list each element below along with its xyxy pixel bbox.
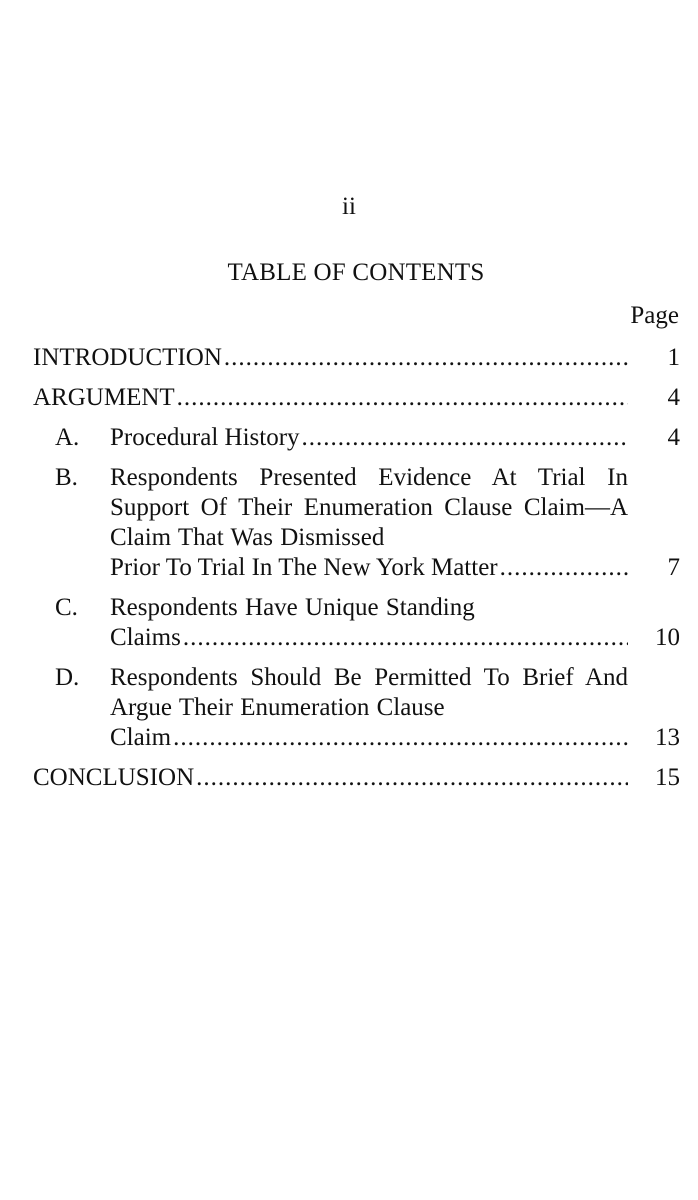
toc-entry-a xyxy=(33,423,680,453)
toc-entry-introduction xyxy=(33,343,680,373)
entry-label: Claim xyxy=(110,724,172,751)
entry-page-number: 1 xyxy=(667,344,680,371)
entry-letter: B. xyxy=(55,464,78,491)
entry-page-number: 15 xyxy=(655,764,680,791)
entry-page-number: 13 xyxy=(655,724,680,751)
dot-leader xyxy=(183,623,628,653)
entry-letter: A. xyxy=(55,424,80,451)
toc-entry-d xyxy=(33,663,680,753)
toc-title: TABLE OF CONTENTS xyxy=(227,259,485,286)
entry-label: CONCLUSION xyxy=(33,764,195,791)
entry-text: Respondents Presented Evidence At Trial In Support Of Their Enumeration Clause Claim—A Claim That Was Dismissed xyxy=(110,464,628,551)
entry-label: Prior To Trial In The New York Matter xyxy=(110,554,498,581)
toc-entry-conclusion xyxy=(33,763,680,793)
entry-page-number: 4 xyxy=(667,424,680,451)
entry-label: INTRODUCTION xyxy=(33,344,222,371)
dot-leader xyxy=(173,723,628,753)
dot-leader xyxy=(224,343,628,373)
page-number: ii xyxy=(342,193,356,220)
entry-letter: D. xyxy=(55,664,80,691)
toc-entry-argument xyxy=(33,383,680,413)
dot-leader xyxy=(196,763,628,793)
toc-entry-c xyxy=(33,593,680,653)
entry-text: Respondents Should Be Permitted To Brief And Argue Their Enumeration Clause xyxy=(110,664,628,721)
entry-page-number: 7 xyxy=(667,554,680,581)
dot-leader xyxy=(302,423,628,453)
entry-label: Claims xyxy=(110,624,181,651)
entry-text: Respondents Have Unique Standing xyxy=(110,594,475,621)
page-column-header: Page xyxy=(630,302,679,329)
entry-letter: C. xyxy=(55,594,78,621)
dot-leader xyxy=(177,383,628,413)
dot-leader xyxy=(500,553,628,583)
entry-page-number: 4 xyxy=(667,384,680,411)
table-of-contents xyxy=(33,343,680,803)
entry-label: Procedural History xyxy=(110,424,300,451)
entry-page-number: 10 xyxy=(655,624,680,651)
entry-label: ARGUMENT xyxy=(33,384,175,411)
toc-entry-b xyxy=(33,463,680,583)
